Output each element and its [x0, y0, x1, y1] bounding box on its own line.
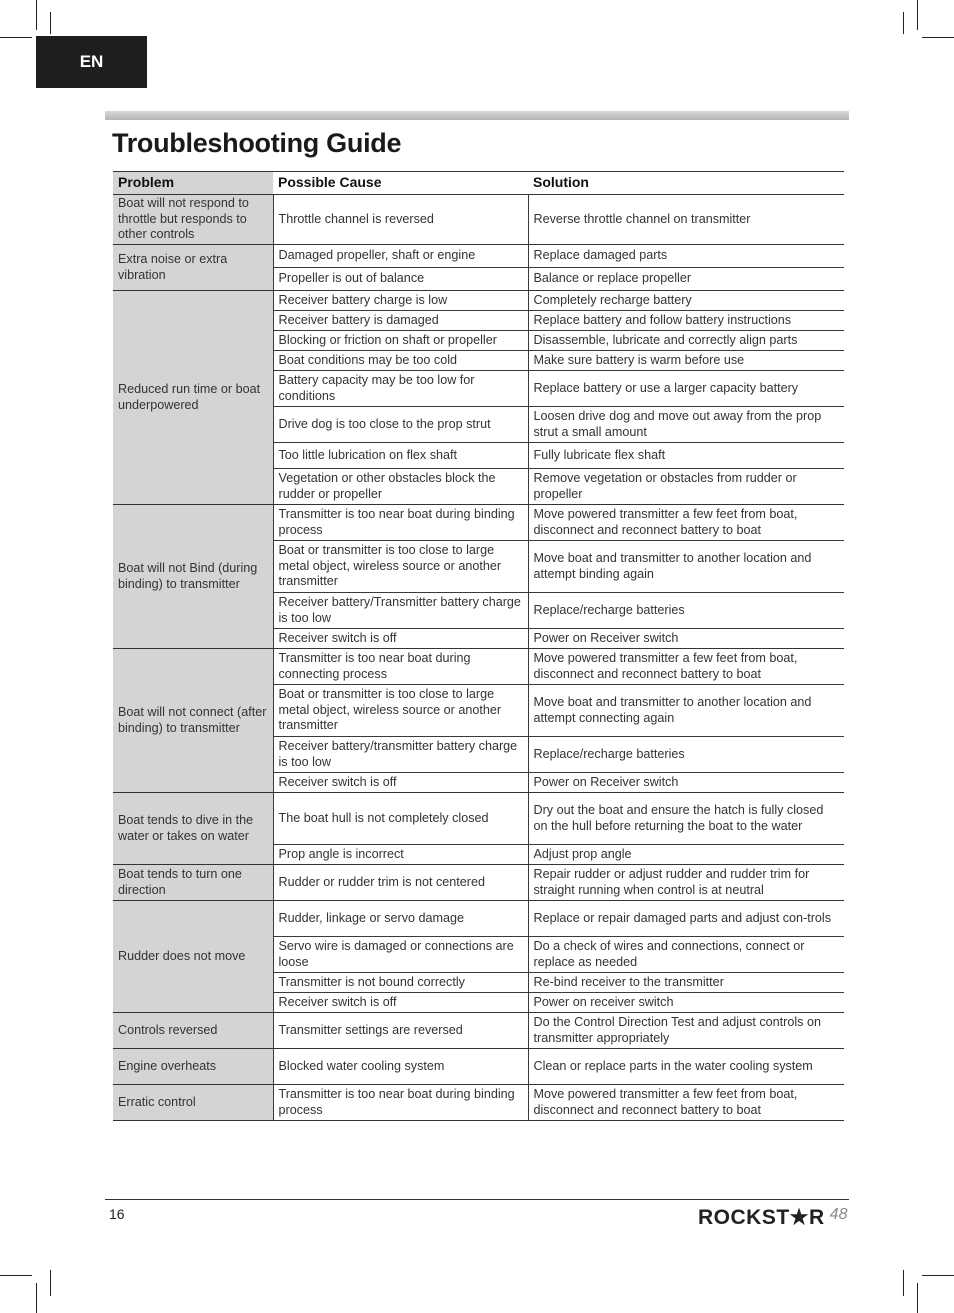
cause-cell: Receiver battery/Transmitter battery charge is too low: [273, 593, 528, 629]
table-row: [113, 245, 844, 268]
cause-cell: The boat hull is not completely closed: [273, 793, 528, 845]
solution-cell: Replace battery or use a larger capacity battery: [528, 371, 844, 407]
header-rule: [105, 111, 849, 120]
cause-cell: Transmitter is too near boat during binding process: [273, 505, 528, 541]
problem-cell: Boat tends to dive in the water or takes on water: [113, 793, 273, 865]
problem-cell: Rudder does not move: [113, 901, 273, 1013]
cause-cell: Damaged propeller, shaft or engine: [273, 245, 528, 268]
crop-mark: [36, 0, 37, 30]
solution-cell: Move powered transmitter a few feet from boat, disconnect and reconnect battery to boat: [528, 505, 844, 541]
cause-cell: Receiver switch is off: [273, 993, 528, 1013]
solution-cell: Replace/recharge batteries: [528, 737, 844, 773]
crop-mark: [903, 1270, 904, 1296]
crop-mark: [36, 1283, 37, 1313]
table-row: [113, 1085, 844, 1121]
cause-cell: Too little lubrication on flex shaft: [273, 443, 528, 469]
solution-cell: Disassemble, lubricate and correctly align parts: [528, 331, 844, 351]
solution-cell: Dry out the boat and ensure the hatch is fully closed on the hull before returning the boat to the water: [528, 793, 844, 845]
cause-cell: Battery capacity may be too low for conditions: [273, 371, 528, 407]
cause-cell: Receiver battery/transmitter battery charge is too low: [273, 737, 528, 773]
problem-cell: Boat will not Bind (during binding) to transmitter: [113, 505, 273, 649]
table-body: [113, 195, 844, 1121]
cause-cell: Blocked water cooling system: [273, 1049, 528, 1085]
cause-cell: Throttle channel is reversed: [273, 195, 528, 245]
crop-mark: [917, 1283, 918, 1313]
cause-cell: Boat or transmitter is too close to large metal object, wireless source or another transmitter: [273, 541, 528, 593]
solution-cell: Re-bind receiver to the transmitter: [528, 973, 844, 993]
table-row: [113, 1013, 844, 1049]
brand-model-number: 48: [829, 1206, 848, 1223]
solution-cell: Move powered transmitter a few feet from boat, disconnect and reconnect battery to boat: [528, 649, 844, 685]
cause-cell: Receiver switch is off: [273, 629, 528, 649]
solution-cell: Fully lubricate flex shaft: [528, 443, 844, 469]
problem-cell: Boat will not connect (after binding) to transmitter: [113, 649, 273, 793]
crop-mark: [0, 1275, 32, 1276]
solution-cell: Replace/recharge batteries: [528, 593, 844, 629]
table-row: [113, 793, 844, 845]
table-row: [113, 865, 844, 901]
header-solution: Solution: [528, 172, 844, 195]
problem-cell: Controls reversed: [113, 1013, 273, 1049]
table-row: [113, 649, 844, 685]
problem-cell: Erratic control: [113, 1085, 273, 1121]
cause-cell: Boat conditions may be too cold: [273, 351, 528, 371]
table-row: [113, 1049, 844, 1085]
solution-cell: Replace or repair damaged parts and adjust con-trols: [528, 901, 844, 937]
problem-cell: Engine overheats: [113, 1049, 273, 1085]
cause-cell: Drive dog is too close to the prop strut: [273, 407, 528, 443]
crop-mark: [922, 37, 954, 38]
crop-mark: [50, 12, 51, 34]
solution-cell: Replace damaged parts: [528, 245, 844, 268]
solution-cell: Move boat and transmitter to another location and attempt connecting again: [528, 685, 844, 737]
solution-cell: Replace battery and follow battery instructions: [528, 311, 844, 331]
cause-cell: Receiver switch is off: [273, 773, 528, 793]
crop-mark: [50, 1270, 51, 1296]
problem-cell: Boat tends to turn one direction: [113, 865, 273, 901]
solution-cell: Power on Receiver switch: [528, 629, 844, 649]
table-row: [113, 195, 844, 245]
cause-cell: Rudder or rudder trim is not centered: [273, 865, 528, 901]
cause-cell: Transmitter is not bound correctly: [273, 973, 528, 993]
solution-cell: Do the Control Direction Test and adjust controls on transmitter appropriately: [528, 1013, 844, 1049]
language-tab: EN: [36, 36, 147, 88]
problem-cell: Reduced run time or boat underpowered: [113, 291, 273, 505]
page-number: 16: [109, 1206, 125, 1222]
solution-cell: Power on receiver switch: [528, 993, 844, 1013]
solution-cell: Move boat and transmitter to another location and attempt binding again: [528, 541, 844, 593]
crop-mark: [917, 0, 918, 30]
cause-cell: Blocking or friction on shaft or propeller: [273, 331, 528, 351]
table-header-row: [113, 172, 844, 195]
solution-cell: Loosen drive dog and move out away from the prop strut a small amount: [528, 407, 844, 443]
brand-name: ROCKST★R: [698, 1206, 825, 1229]
cause-cell: Servo wire is damaged or connections are loose: [273, 937, 528, 973]
header-cause: Possible Cause: [273, 172, 528, 195]
solution-cell: Adjust prop angle: [528, 845, 844, 865]
solution-cell: Balance or replace propeller: [528, 268, 844, 291]
brand-logo: [698, 1206, 847, 1230]
cause-cell: Transmitter settings are reversed: [273, 1013, 528, 1049]
solution-cell: Repair rudder or adjust rudder and rudder trim for straight running when control is at neutral: [528, 865, 844, 901]
crop-mark: [0, 37, 32, 38]
cause-cell: Transmitter is too near boat during connecting process: [273, 649, 528, 685]
table-row: [113, 505, 844, 541]
table-row: [113, 291, 844, 311]
crop-mark: [922, 1275, 954, 1276]
solution-cell: Remove vegetation or obstacles from rudder or propeller: [528, 469, 844, 505]
cause-cell: Boat or transmitter is too close to large metal object, wireless source or another transmitter: [273, 685, 528, 737]
solution-cell: Reverse throttle channel on transmitter: [528, 195, 844, 245]
cause-cell: Vegetation or other obstacles block the rudder or propeller: [273, 469, 528, 505]
cause-cell: Prop angle is incorrect: [273, 845, 528, 865]
footer-rule: [105, 1199, 849, 1200]
solution-cell: Move powered transmitter a few feet from boat, disconnect and reconnect battery to boat: [528, 1085, 844, 1121]
page-title: Troubleshooting Guide: [112, 128, 402, 158]
solution-cell: Do a check of wires and connections, connect or replace as needed: [528, 937, 844, 973]
solution-cell: Completely recharge battery: [528, 291, 844, 311]
solution-cell: Clean or replace parts in the water cooling system: [528, 1049, 844, 1085]
cause-cell: Rudder, linkage or servo damage: [273, 901, 528, 937]
troubleshooting-table: [113, 171, 844, 1121]
header-problem: Problem: [113, 172, 273, 195]
crop-mark: [903, 12, 904, 34]
solution-cell: Make sure battery is warm before use: [528, 351, 844, 371]
cause-cell: Receiver battery is damaged: [273, 311, 528, 331]
cause-cell: Propeller is out of balance: [273, 268, 528, 291]
problem-cell: Boat will not respond to throttle but responds to other controls: [113, 195, 273, 245]
cause-cell: Transmitter is too near boat during binding process: [273, 1085, 528, 1121]
problem-cell: Extra noise or extra vibration: [113, 245, 273, 291]
cause-cell: Receiver battery charge is low: [273, 291, 528, 311]
solution-cell: Power on Receiver switch: [528, 773, 844, 793]
table-row: [113, 901, 844, 937]
